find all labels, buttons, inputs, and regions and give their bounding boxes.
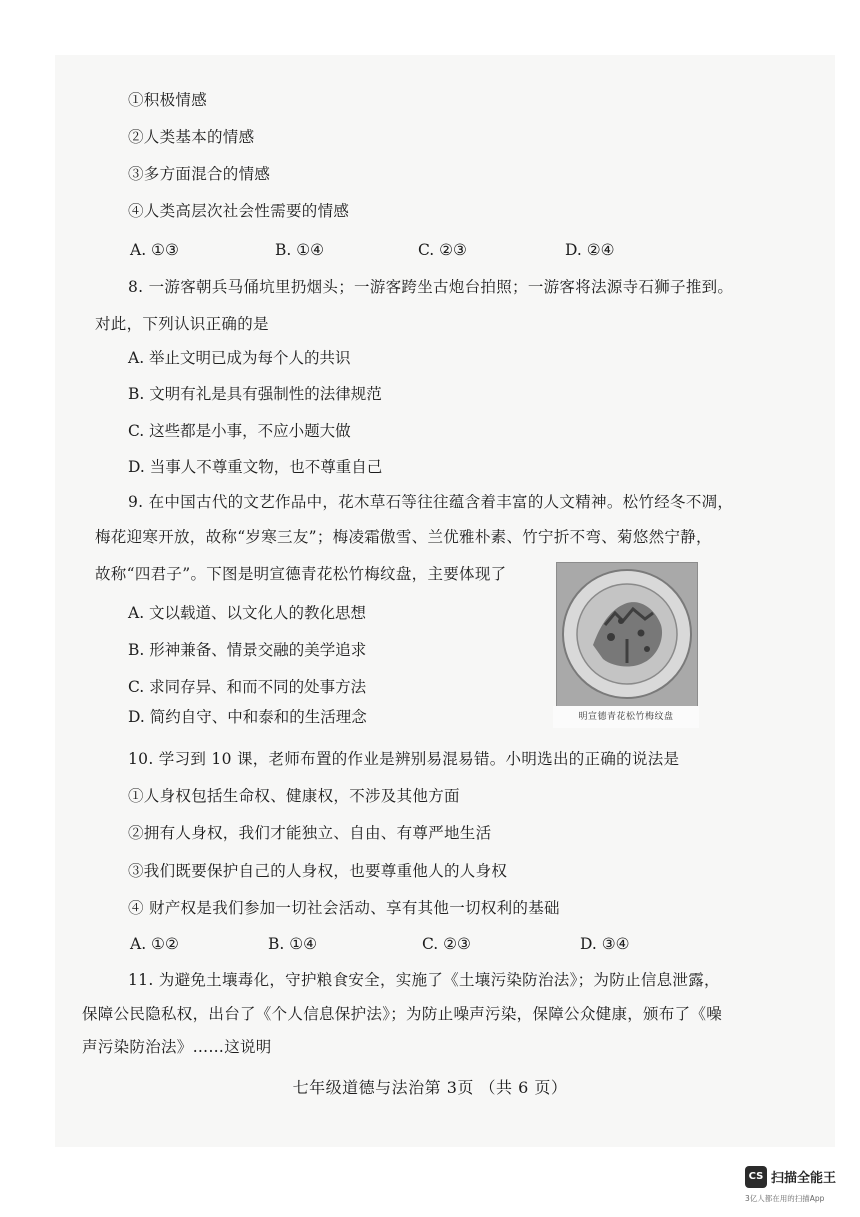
- q7-item-3: ③多方面混合的情感: [128, 165, 271, 183]
- q11-stem-line3: 声污染防治法》……这说明: [82, 1038, 272, 1056]
- q10-option-c: C. ②③: [422, 935, 471, 953]
- q8-stem-line2: 对此，下列认识正确的是: [95, 315, 269, 333]
- plate-photo: [556, 562, 698, 707]
- q8-option-c: C. 这些都是小事，不应小题大做: [128, 422, 351, 440]
- q7-option-c: C. ②③: [418, 241, 467, 259]
- q7-option-d: D. ②④: [565, 241, 615, 259]
- plate-image: [557, 563, 697, 706]
- q10-item-4: ④ 财产权是我们参加一切社会活动、享有其他一切权利的基础: [128, 899, 560, 917]
- plate-figure: [553, 559, 699, 729]
- q9-stem-line1: 9. 在中国古代的文艺作品中，花木草石等往往蕴含着丰富的人文精神。松竹经冬不凋，: [128, 493, 734, 511]
- q10-item-3: ③我们既要保护自己的人身权，也要尊重他人的人身权: [128, 862, 508, 880]
- q10-option-d: D. ③④: [580, 935, 630, 953]
- q10-item-1: ①人身权包括生命权、健康权，不涉及其他方面: [128, 787, 460, 805]
- q7-option-a: A. ①③: [130, 241, 179, 259]
- q10-item-2: ②拥有人身权，我们才能独立、自由、有尊严地生活: [128, 824, 492, 842]
- scanner-watermark: [745, 1166, 845, 1206]
- q9-option-d: D. 简约自守、中和泰和的生活理念: [128, 708, 367, 726]
- q9-stem-line3: 故称“四君子”。下图是明宣德青花松竹梅纹盘，主要体现了: [95, 565, 507, 583]
- q7-item-2: ②人类基本的情感: [128, 128, 255, 146]
- page-footer: 七年级道德与法治第 3页 （共 6 页）: [292, 1078, 568, 1097]
- q9-stem-line2: 梅花迎寒开放，故称“岁寒三友”；梅凌霜傲雪、兰优雅朴素、竹宁折不弯、菊悠然宁静，: [95, 528, 712, 546]
- scanner-name: 扫描全能王: [771, 1171, 837, 1186]
- q9-option-a: A. 文以载道、以文化人的教化思想: [128, 604, 367, 622]
- q7-item-4: ④人类高层次社会性需要的情感: [128, 202, 350, 220]
- q11-stem-line2: 保障公民隐私权，出台了《个人信息保护法》；为防止噪声污染，保障公众健康，颁布了《噪: [82, 1005, 723, 1023]
- q10-stem: 10. 学习到 10 课，老师布置的作业是辨别易混易错。小明选出的正确的说法是: [128, 750, 680, 768]
- q8-option-d: D. 当事人不尊重文物，也不尊重自己: [128, 458, 383, 476]
- q10-option-b: B. ①④: [268, 935, 318, 953]
- scanner-slogan: 3亿人都在用的扫描App: [745, 1194, 825, 1203]
- q9-option-c: C. 求同存异、和而不同的处事方法: [128, 678, 367, 696]
- figure-caption: 明宣德青花松竹梅纹盘: [553, 706, 699, 728]
- camscanner-logo-icon: CS: [745, 1166, 767, 1188]
- q9-option-b: B. 形神兼备、情景交融的美学追求: [128, 641, 367, 659]
- q7-item-1: ①积极情感: [128, 91, 208, 109]
- q8-stem-line1: 8. 一游客朝兵马俑坑里扔烟头；一游客跨坐古炮台拍照；一游客将法源寺石狮子推到。: [128, 278, 734, 296]
- q11-stem-line1: 11. 为避免土壤毒化，守护粮食安全，实施了《土壤污染防治法》；为防止信息泄露，: [128, 971, 720, 989]
- q7-option-b: B. ①④: [275, 241, 325, 259]
- q8-option-b: B. 文明有礼是具有强制性的法律规范: [128, 385, 382, 403]
- q8-option-a: A. 举止文明已成为每个人的共识: [128, 349, 351, 367]
- q10-option-a: A. ①②: [130, 935, 179, 953]
